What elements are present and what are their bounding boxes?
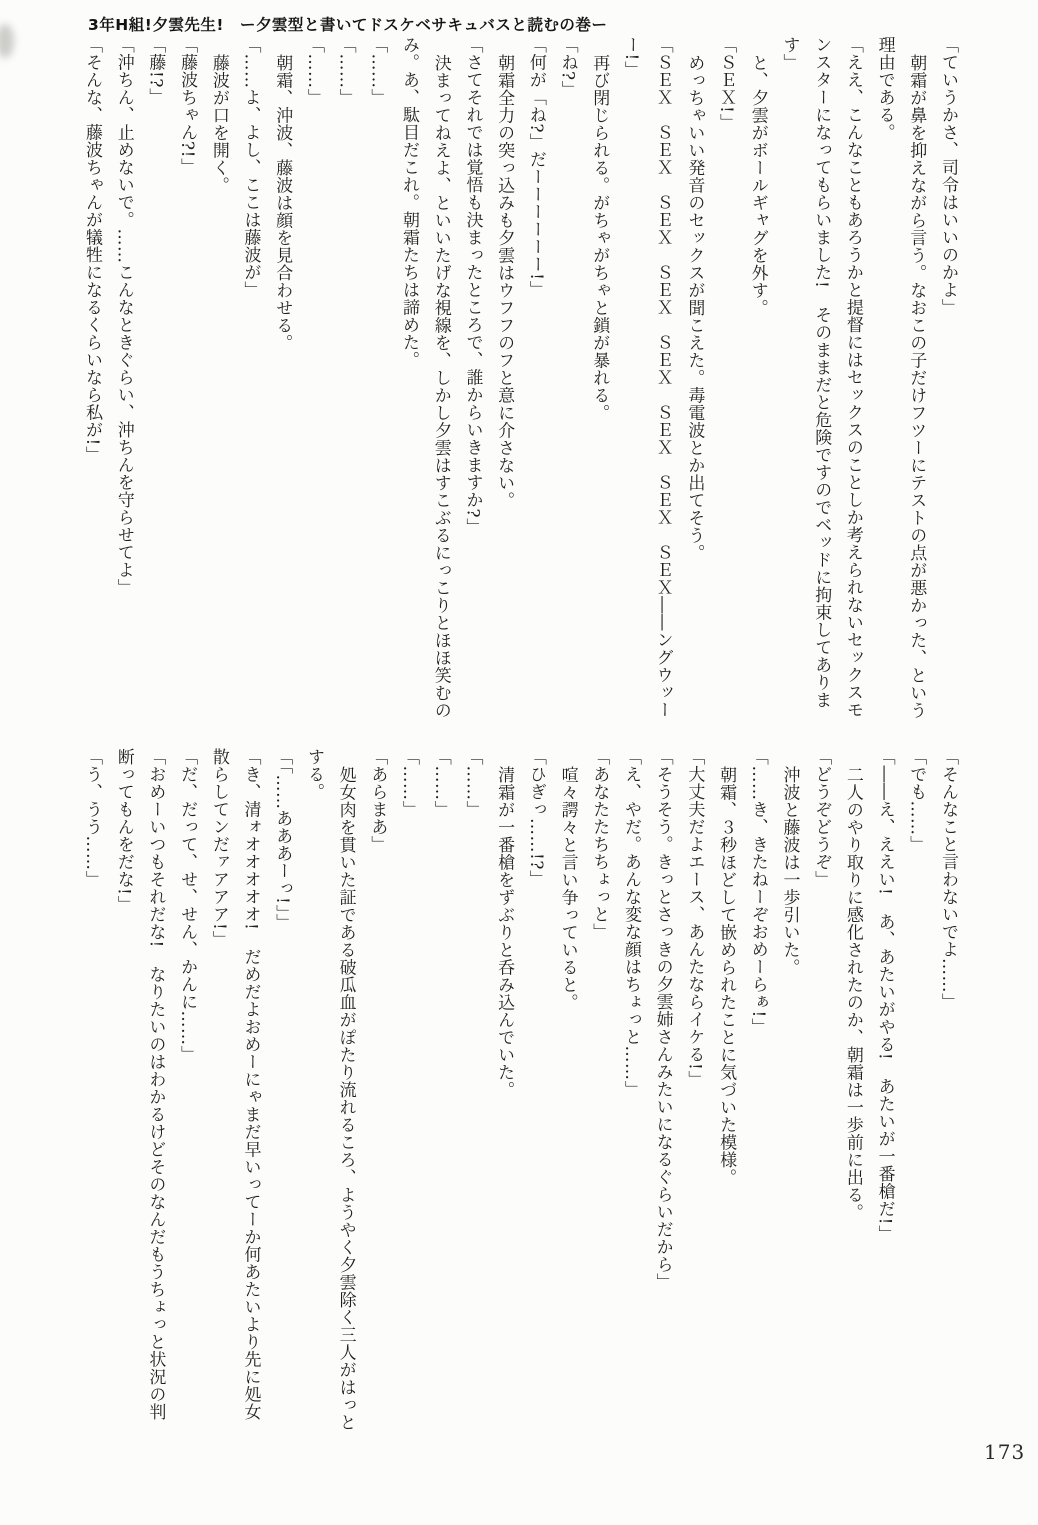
text-column: 二人のやり取りに感化されたのか、朝霜は一歩前に出る。 xyxy=(842,765,863,1221)
text-column: 「でも……」 xyxy=(906,748,927,853)
text-column: 「あらまあ」 xyxy=(367,748,388,853)
text-column: 「……き、きたねーぞおめーらぁ!」 xyxy=(747,748,768,1036)
text-column: 「ていうかさ、司令はいいのかよ」 xyxy=(938,36,958,316)
text-column: 「ＳＥＸ!」 xyxy=(716,36,737,131)
text-column: 「……よ、よし、ここは藤波が」 xyxy=(240,36,261,299)
text-column: 決まってねえよ、といいたげな視線を、しかし夕雲はすこぶるにっこりとほほ笑むの xyxy=(430,53,451,719)
text-column: 藤波が口を開く。 xyxy=(208,53,229,194)
text-column: 「おめーいつもそれだな! なりたいのはわかるけどそのなんだもうちょっと状況の判 xyxy=(145,748,166,1421)
text-column: ー!」 xyxy=(620,36,641,79)
text-column: 「……」 xyxy=(399,748,420,818)
text-column: 「ＳＥＸ ＳＥＸ ＳＥＸ ＳＥＸ ＳＥＸ ＳＥＸ ＳＥＸ ＳＥＸ――ングウッー xyxy=(652,36,673,719)
text-column: 「そんなこと言わないでよ……」 xyxy=(938,748,958,1011)
text-column: と、夕雲がボールギャグを外す。 xyxy=(747,53,768,316)
text-column: 「さてそれでは覚悟も決まったところで、誰からいきますか?」 xyxy=(462,36,483,536)
text-column: 「だ、だって、せ、せん、かんに……」 xyxy=(177,748,198,1063)
text-column: 「あなたたちちょっと」 xyxy=(589,748,610,941)
text-column: 「何が「ね?」だーーーーーー!」 xyxy=(525,36,546,298)
text-column: 理由である。 xyxy=(874,36,895,141)
text-column: 喧々諤々と言い争っていると。 xyxy=(557,765,578,1011)
text-column: 朝霜全力の突っ込みも夕雲はウフフのフと意に介さない。 xyxy=(494,53,515,509)
text-column: 「……」 xyxy=(430,748,451,818)
text-column: めっちゃいい発音のセックスが聞こえた。毒電波とか出てそう。 xyxy=(684,53,705,561)
scan-smudge xyxy=(0,24,14,58)
text-column: 「……」 xyxy=(367,36,388,106)
text-column: ンスターになってもらいました! そのままだと危険ですのでベッドに拘束してありま xyxy=(811,36,832,709)
text-column: み。あ、駄目だこれ。朝霜たちは諦めた。 xyxy=(399,36,420,369)
text-column: 清霜が一番槍をずぶりと呑み込んでいた。 xyxy=(494,765,515,1098)
text-column: 「藤波ちゃん?!」 xyxy=(177,36,198,176)
text-column: 「ひぎっ……!?」 xyxy=(525,748,546,888)
page-number: 173 xyxy=(984,1440,1026,1464)
text-column: 処女肉を貫いた証である破瓜血がぽたり流れるころ、ようやく夕雲除く三人がはっと xyxy=(335,765,356,1431)
text-column: 「ええ、こんなこともあろうかと提督にはセックスのことしか考えられないセックスモ xyxy=(842,36,863,719)
text-column: 沖波と藤波は一歩引いた。 xyxy=(779,765,800,976)
text-column: 「……」 xyxy=(462,748,483,818)
text-column: 再び閉じられる。がちゃがちゃと鎖が暴れる。 xyxy=(589,53,610,421)
text-column: 「……」 xyxy=(335,36,356,106)
text-column: する。 xyxy=(303,748,324,801)
text-column: 「どうぞどうぞ」 xyxy=(811,748,832,888)
text-section-bottom xyxy=(75,748,963,1454)
text-column: 「そうそう。きっとさっきの夕雲姉さんみたいになるぐらいだから」 xyxy=(652,748,673,1291)
text-column: 「……」 xyxy=(303,36,324,106)
text-column: 「――え、ええい! あ、あたいがやる! あたいが一番槍だ!」 xyxy=(874,748,895,1243)
text-column: 「大丈夫だよエース、あんたならイケる!」 xyxy=(684,748,705,1088)
text-column: 「「……あああーっ!」」 xyxy=(272,748,293,931)
text-column: す」 xyxy=(779,36,800,71)
text-column: 「え、やだ。あんな変な顔はちょっと……」 xyxy=(620,748,641,1098)
text-column: 「う、うう……」 xyxy=(82,748,103,888)
text-column: 朝霜が鼻を抑えながら言う。なおこの子だけフツーにテストの点が悪かった、という xyxy=(906,53,927,719)
text-column: 朝霜、沖波、藤波は顔を見合わせる。 xyxy=(272,53,293,351)
text-section-top xyxy=(75,36,963,742)
text-column: 断ってもんをだな!」 xyxy=(113,748,134,913)
text-column: 「き、清ォオオオオオ! だめだよおめーにゃまだ早いってーか何あたいより先に処女 xyxy=(240,748,261,1421)
text-column: 「ね?」 xyxy=(557,36,578,99)
text-column: 「そんな、藤波ちゃんが犠牲になるくらいなら私が!」 xyxy=(82,36,103,464)
text-column: 「藤!?」 xyxy=(145,36,166,106)
page-header-title: 3年H組!夕雲先生! ー夕雲型と書いてドスケベサキュバスと読むの巻ー xyxy=(88,16,608,34)
text-column: 「沖ちん、止めないで。……こんなときぐらい、沖ちんを守らせてよ」 xyxy=(113,36,134,596)
text-column: 散らしてンだァアアア!」 xyxy=(208,748,229,948)
text-column: 朝霜、３秒ほどして嵌められたことに気づいた模様。 xyxy=(716,765,737,1186)
